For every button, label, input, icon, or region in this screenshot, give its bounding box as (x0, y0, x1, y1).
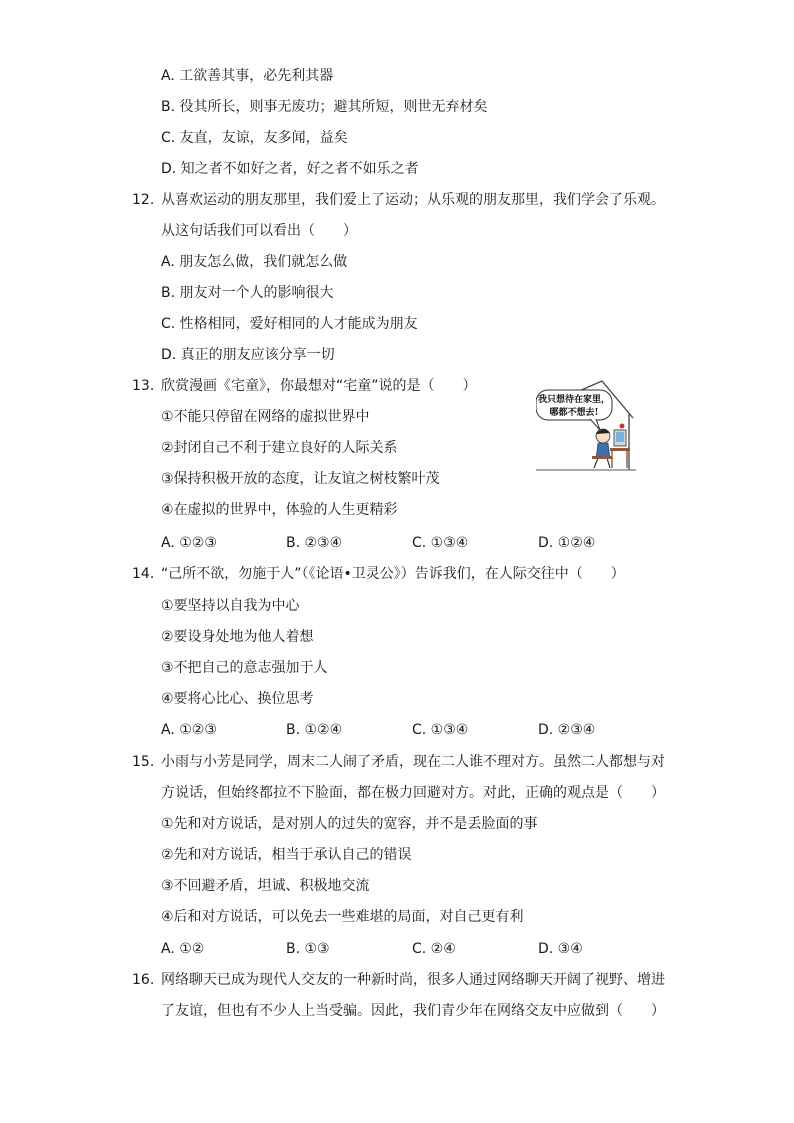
q16-stem-line-1: 网络聊天已成为现代人交友的一种新时尚，很多人通过网络聊天开阔了视野、增进 (161, 972, 665, 988)
q13-stem: 欣赏漫画《宅童》，你最想对“宅童”说的是（ ） (161, 378, 477, 394)
q14-option-c: C. ①③④ (412, 722, 469, 738)
q15-stem-line-2: 方说话，但始终都拉不下脸面，都在极力回避对方。对此，正确的观点是（ ） (161, 785, 665, 801)
q12-option-b: B. 朋友对一个人的影响很大 (161, 285, 334, 301)
q13-option-d: D. ①②④ (538, 535, 596, 551)
q15-item-2: ②先和对方说话，相当于承认自己的错误 (161, 847, 412, 863)
q14-option-d: D. ②③④ (538, 722, 596, 738)
cartoon-illustration (536, 378, 636, 472)
q15-option-b: B. ①③ (286, 941, 330, 957)
q14-option-b: B. ①②④ (286, 722, 343, 738)
q16-stem-line-2: 了友谊，但也有不少人上当受骗。因此，我们青少年在网络交友中应做到（ ） (161, 1003, 665, 1019)
q13-option-b: B. ②③④ (286, 535, 343, 551)
q14-number: 14. (132, 566, 155, 582)
q15-option-c: C. ②④ (412, 941, 456, 957)
cartoon-speech-line-2: 哪都不想去! (549, 408, 599, 418)
q13-item-1: ①不能只停留在网络的虚拟世界中 (161, 409, 370, 425)
q14-item-2: ②要设身处地为他人着想 (161, 629, 314, 645)
q11-option-d: D. 知之者不如好之者，好之者不如乐之者 (161, 161, 419, 177)
q13-item-3: ③保持积极开放的态度，让友谊之树枝繁叶茂 (161, 471, 440, 487)
q11-option-c: C. 友直，友谅，友多闻，益矣 (161, 130, 348, 146)
cartoon-stay-at-home-kid (536, 378, 636, 472)
q12-stem-line-1: 从喜欢运动的朋友那里，我们爱上了运动；从乐观的朋友那里，我们学会了乐观。 (161, 192, 665, 208)
q13-option-c: C. ①③④ (412, 535, 469, 551)
q15-option-a: A. ①② (161, 941, 205, 957)
q16-number: 16. (132, 972, 155, 988)
q15-item-1: ①先和对方说话，是对别人的过失的宽容，并不是丢脸面的事 (161, 816, 538, 832)
q13-item-2: ②封闭自己不利于建立良好的人际关系 (161, 440, 398, 456)
q14-item-3: ③不把自己的意志强加于人 (161, 660, 328, 676)
q12-option-c: C. 性格相同，爱好相同的人才能成为朋友 (161, 316, 418, 332)
q12-stem-line-2: 从这句话我们可以看出（ ） (161, 223, 357, 239)
q15-number: 15. (132, 754, 155, 770)
q14-option-a: A. ①②③ (161, 722, 217, 738)
q13-option-a: A. ①②③ (161, 535, 217, 551)
q14-stem: “己所不欲，勿施于人”（《论语•卫灵公》）告诉我们，在人际交往中（ ） (161, 566, 625, 582)
cartoon-speech-line-1: 我只想待在家里， (537, 395, 611, 405)
q15-item-3: ③不回避矛盾，坦诚、积极地交流 (161, 878, 370, 894)
q15-stem-line-1: 小雨与小芳是同学，周末二人闹了矛盾，现在二人谁不理对方。虽然二人都想与对 (161, 754, 665, 770)
q14-item-4: ④要将心比心、换位思考 (161, 691, 314, 707)
q13-number: 13. (132, 378, 155, 394)
q12-option-a: A. 朋友怎么做，我们就怎么做 (161, 254, 348, 270)
q11-option-a: A. 工欲善其事，必先利其器 (161, 68, 334, 84)
q11-option-b: B. 役其所长，则事无废功；避其所短，则世无弃材矣 (161, 99, 488, 115)
q13-item-4: ④在虚拟的世界中，体验的人生更精彩 (161, 502, 398, 518)
q12-number: 12. (132, 192, 155, 208)
q14-item-1: ①要坚持以自我为中心 (161, 598, 300, 614)
q15-item-4: ④后和对方说话，可以免去一些难堪的局面，对自己更有利 (161, 909, 524, 925)
q12-option-d: D. 真正的朋友应该分享一切 (161, 347, 335, 363)
q15-option-d: D. ③④ (538, 941, 583, 957)
